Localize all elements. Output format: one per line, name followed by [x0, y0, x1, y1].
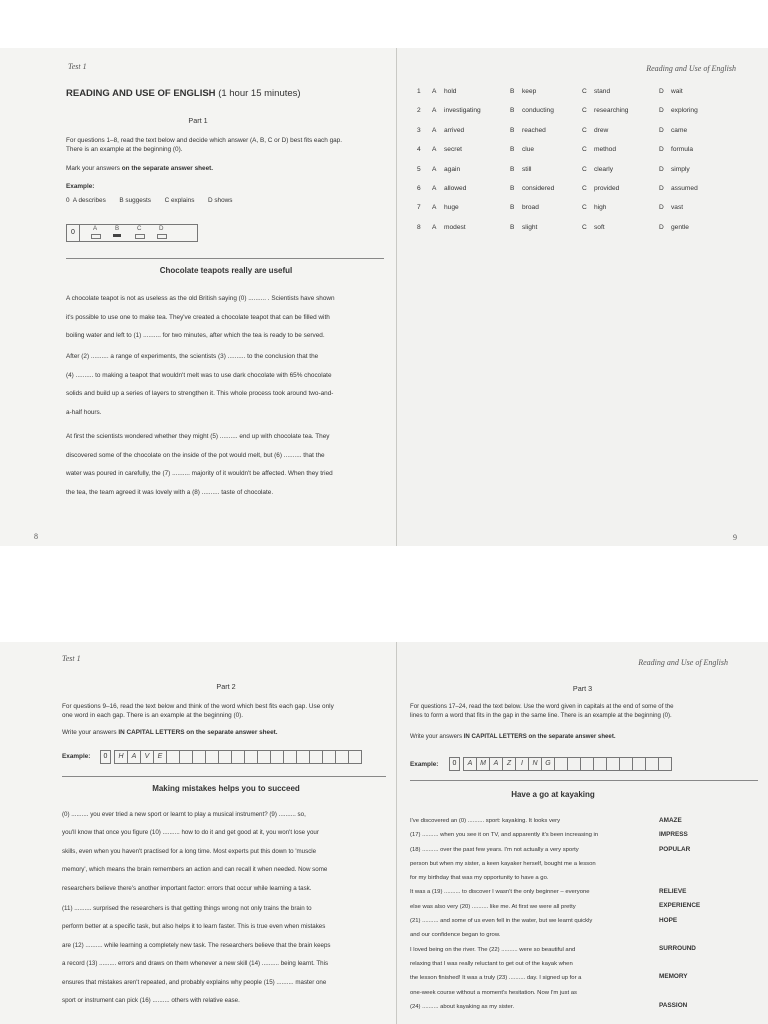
- answer-letter-box: [633, 757, 646, 771]
- paragraph-2: (11) .......... surprised the researchers is that getting things wrong not only trains the brain to perform better at a specific task, but also helps it to learn faster. This is true even when mistakes are (12) .......... while learning a completely new task. The researchers believe that the brain keeps a record (13) .......... errors and draws on them whenever a new skill (14) .......... being learnt. This ensures that mistakes aren't repeated, and probably explains why people (15) .......... master one sport or instrument can pick (16) .......... others with relative ease.: [62, 905, 331, 1005]
- answer-bubble-d: [157, 234, 167, 239]
- option-letter: B: [510, 146, 515, 154]
- option-letter: A: [432, 204, 437, 212]
- page-header: Test 1: [68, 62, 87, 71]
- option-a: investigating: [444, 107, 481, 115]
- option-letter: B: [510, 223, 515, 231]
- option-a: modest: [444, 223, 466, 231]
- passage-line: relaxing that I was really reluctant to get out of the kayak when: [410, 960, 573, 967]
- option-b: considered: [522, 185, 555, 192]
- option-letter: B: [510, 204, 515, 212]
- answer-letter-box: A: [463, 757, 477, 771]
- text-title: Have a go at kayaking: [511, 790, 595, 799]
- question-number: 5: [417, 165, 421, 173]
- option-b: keep: [522, 88, 537, 95]
- answer-letter-box: V: [141, 750, 154, 764]
- page-number: 9: [733, 533, 737, 542]
- option-letter: C: [582, 126, 587, 134]
- answer-letter-box: [646, 757, 659, 771]
- keyword: EXPERIENCE: [659, 902, 701, 909]
- paragraph-3: At first the scientists wondered whether they might (5) .......... end up with chocolate tea. They discovered some of the chocolate on the inside of the pot would melt, but (6) .......... that the water was poured in carefully, the (7) .......... majority of it wouldn't be affected. When they tried the tea, the team agreed it was lovely with a (8) .......... taste of chocolate.: [66, 433, 333, 496]
- option-letter: B: [510, 126, 515, 134]
- answer-letter-box: [193, 750, 206, 764]
- answer-letter-box: [232, 750, 245, 764]
- option-letter: B: [510, 185, 515, 192]
- option-c: provided: [594, 185, 620, 192]
- option-letter: B: [510, 107, 515, 115]
- answer-letter-box: [620, 757, 633, 771]
- paragraph-1: A chocolate teapot is not as useless as the old British saying (0) .......... . Scientists have shown it's possible to use one to make tea. They've created a chocolate teapot that can be filled with boiling water and left to (1) .......... for two minutes, after which the tea is ready to be served.: [66, 295, 335, 339]
- answer-letter-box: [219, 750, 232, 764]
- option-letter: D: [659, 126, 664, 134]
- answer-letter-box: [271, 750, 284, 764]
- answer-bubble-a: [91, 234, 101, 239]
- question-number: 6: [417, 185, 421, 192]
- option-letter: D: [659, 185, 664, 192]
- option-b: slight: [522, 223, 538, 231]
- option-letter: D: [659, 223, 664, 231]
- passage-line: (24) .......... about kayaking as my sister.: [410, 1003, 515, 1010]
- option-a: secret: [444, 146, 462, 154]
- option-c: clearly: [594, 165, 614, 173]
- keyword: SURROUND: [659, 945, 696, 952]
- question-number: 4: [417, 146, 421, 154]
- option-d: formula: [671, 146, 693, 154]
- answer-letter-box: H: [114, 750, 128, 764]
- write-instruction: Write your answers IN CAPITAL LETTERS on the separate answer sheet.: [410, 733, 616, 740]
- answer-letter-box: [323, 750, 336, 764]
- option-d: assumed: [671, 185, 698, 192]
- option-c: high: [594, 204, 607, 212]
- option-letter: D: [659, 204, 664, 212]
- answer-letter-box: [167, 750, 180, 764]
- answer-letter-box: [297, 750, 310, 764]
- option-d: wait: [671, 88, 683, 95]
- example-answer-boxes: [449, 757, 672, 771]
- answer-letter-box: [659, 757, 672, 771]
- answer-letter-box: I: [516, 757, 529, 771]
- example-number-box: 0: [100, 750, 111, 764]
- page-9: [397, 48, 768, 546]
- answer-letter-box: E: [154, 750, 167, 764]
- option-letter: A: [432, 88, 437, 95]
- option-letter: C: [582, 165, 587, 173]
- question-number: 2: [417, 107, 421, 115]
- keyword: MEMORY: [659, 973, 688, 980]
- option-b: still: [522, 165, 532, 173]
- example-answer-box: 0 A B C D: [66, 224, 198, 242]
- answer-letter-box: [555, 757, 568, 771]
- option-b: reached: [522, 126, 546, 134]
- passage-line: person but when my sister, a keen kayaker herself, bought me a lesson: [410, 860, 596, 867]
- option-c: soft: [594, 223, 605, 231]
- option-letter: A: [432, 223, 437, 231]
- passage-line: and our confidence began to grow.: [410, 932, 501, 939]
- option-a: huge: [444, 204, 459, 212]
- option-d: came: [671, 126, 688, 134]
- passage-line: (18) .......... over the past few years. I'm not actually a very sporty: [410, 846, 579, 853]
- question-number: 1: [417, 88, 421, 95]
- passage-line: (21) .......... and some of us even fell in the water, but we learnt quickly: [410, 918, 593, 925]
- answer-letter-box: Z: [503, 757, 516, 771]
- answer-letter-box: [258, 750, 271, 764]
- passage-line: I've discovered an (0) .......... sport: kayaking. It looks very: [410, 818, 561, 824]
- keyword: IMPRESS: [659, 831, 688, 838]
- answer-bubble-b-filled: [113, 234, 121, 237]
- part-title: Part 2: [216, 682, 236, 691]
- option-letter: C: [582, 223, 587, 231]
- divider: [62, 776, 386, 777]
- page-10: [0, 642, 396, 1024]
- example-number-box: 0: [449, 757, 460, 771]
- passage-line: for my birthday that was my opportunity to have a go.: [410, 875, 549, 882]
- passage-line: else was also very (20) .......... like me. At first we were all pretty: [410, 903, 576, 910]
- question-number: 8: [417, 223, 421, 231]
- answer-letter-box: [245, 750, 258, 764]
- paragraph-2: After (2) .......... a range of experiments, the scientists (3) .......... to the conclusion that the (4) .......... to making a teapot that wouldn't melt was to use dark chocolate with 65% chocolate solids and build up a series of layers to strengthen it. This whole process took around two-and- a-half hours.: [66, 353, 334, 416]
- answer-letter-box: [180, 750, 193, 764]
- keyword: AMAZE: [659, 817, 682, 824]
- answer-bubble-c: [135, 234, 145, 239]
- option-letter: C: [582, 204, 587, 212]
- option-a: hold: [444, 88, 457, 95]
- answer-letter-box: [568, 757, 581, 771]
- option-c: researching: [594, 107, 629, 115]
- option-letter: D: [659, 146, 664, 154]
- option-letter: C: [582, 88, 587, 95]
- option-b: clue: [522, 146, 535, 154]
- answer-letter-box: [284, 750, 297, 764]
- option-letter: B: [510, 88, 515, 95]
- example-options: 0 A describes B suggests C explains D shows: [66, 197, 233, 204]
- option-d: gentle: [671, 223, 689, 231]
- keyword: RELIEVE: [659, 888, 687, 895]
- instructions: For questions 1–8, read the text below and decide which answer (A, B, C or D) best fits each gap. There is an example at the beginning (0).: [66, 137, 343, 153]
- example-label: Example:: [66, 183, 95, 190]
- option-letter: B: [510, 165, 515, 173]
- write-instruction: Write your answers IN CAPITAL LETTERS on the separate answer sheet.: [62, 729, 278, 736]
- answer-letter-box: [607, 757, 620, 771]
- mark-instruction: Mark your answers on the separate answer sheet.: [66, 165, 214, 172]
- option-letter: C: [582, 146, 587, 154]
- page-8: [0, 48, 396, 546]
- page-header: Test 1: [62, 654, 81, 663]
- answer-letter-box: [349, 750, 362, 764]
- example-label: Example:: [410, 761, 439, 768]
- passage-line: I loved being on the river. The (22) .......... were so beautiful and: [410, 946, 576, 953]
- part-title: Part 1: [188, 116, 208, 125]
- answer-letter-box: [206, 750, 219, 764]
- option-letter: A: [432, 146, 437, 154]
- option-letter: D: [659, 107, 664, 115]
- option-letter: C: [582, 107, 587, 115]
- option-c: drew: [594, 126, 609, 134]
- instructions: For questions 9–16, read the text below and think of the word which best fits each gap. Use only one word in each gap. There is an example at the beginning (0).: [62, 703, 334, 719]
- option-b: conducting: [522, 107, 554, 115]
- text-title: Making mistakes helps you to succeed: [152, 784, 300, 793]
- passage: [410, 814, 650, 1014]
- option-a: allowed: [444, 185, 467, 192]
- question-number: 3: [417, 126, 421, 134]
- page-number: 8: [34, 532, 38, 541]
- option-letter: A: [432, 126, 437, 134]
- passage-line: the lesson finished! It was a truly (23) .......... day. I signed up for a: [410, 975, 582, 982]
- question-number: 7: [417, 204, 421, 212]
- keyword: PASSION: [659, 1002, 688, 1009]
- option-c: method: [594, 146, 616, 154]
- section-title: READING AND USE OF ENGLISH (1 hour 15 minutes): [66, 88, 301, 99]
- divider: [66, 258, 384, 259]
- answer-letter-box: [336, 750, 349, 764]
- divider: [410, 780, 758, 781]
- page-11: [397, 642, 768, 1024]
- answer-letter-box: [581, 757, 594, 771]
- option-letter: A: [432, 185, 437, 192]
- passage-line: one-week course without a moment's hesitation. Now I'm just as: [410, 989, 577, 996]
- option-letter: D: [659, 165, 664, 173]
- option-d: simply: [671, 165, 690, 173]
- page-header: Reading and Use of English: [646, 64, 736, 73]
- text-title: Chocolate teapots really are useful: [159, 266, 293, 275]
- option-d: vast: [671, 204, 684, 212]
- answer-letter-box: G: [542, 757, 555, 771]
- keyword: POPULAR: [659, 846, 691, 853]
- option-c: stand: [594, 88, 611, 95]
- part-title: Part 3: [572, 684, 593, 693]
- paragraph-1: (0) .......... you ever tried a new sport or learnt to play a musical instrument? (9) .......... so, you'll know that once you figure (10) .......... how to do it and get good at it, you won't lose your skills, even when you haven't practised for a long time. Most experts put this down to 'muscle memory', which means the brain remembers an action and can recall it when needed. Now some researchers believe there's another important factor: errors that occur while learning a task.: [62, 811, 328, 892]
- answer-letter-box: A: [490, 757, 503, 771]
- option-letter: C: [582, 185, 587, 192]
- answer-letter-box: A: [128, 750, 141, 764]
- keyword: HOPE: [659, 917, 678, 924]
- option-d: exploring: [671, 107, 698, 115]
- page-header: Reading and Use of English: [638, 658, 728, 667]
- answer-letter-box: M: [477, 757, 490, 771]
- instructions: For questions 17–24, read the text below. Use the word given in capitals at the end of some of the lines to form a word that fits in the gap in the same line. There is an example at the beginning (0).: [410, 703, 674, 719]
- option-letter: D: [659, 88, 664, 95]
- answer-letter-box: N: [529, 757, 542, 771]
- option-a: arrived: [444, 126, 465, 134]
- option-a: again: [444, 165, 461, 173]
- option-letter: A: [432, 165, 437, 173]
- answer-letter-box: [594, 757, 607, 771]
- answer-letter-box: [310, 750, 323, 764]
- option-letter: A: [432, 107, 437, 115]
- example-answer-boxes: [100, 750, 362, 764]
- passage-line: (17) .......... when you see it on TV, and apparently it's been increasing in: [410, 832, 599, 839]
- option-b: broad: [522, 204, 539, 212]
- passage-line: It was a (19) .......... to discover I wasn't the only beginner – everyone: [410, 889, 590, 896]
- example-label: Example:: [62, 753, 91, 760]
